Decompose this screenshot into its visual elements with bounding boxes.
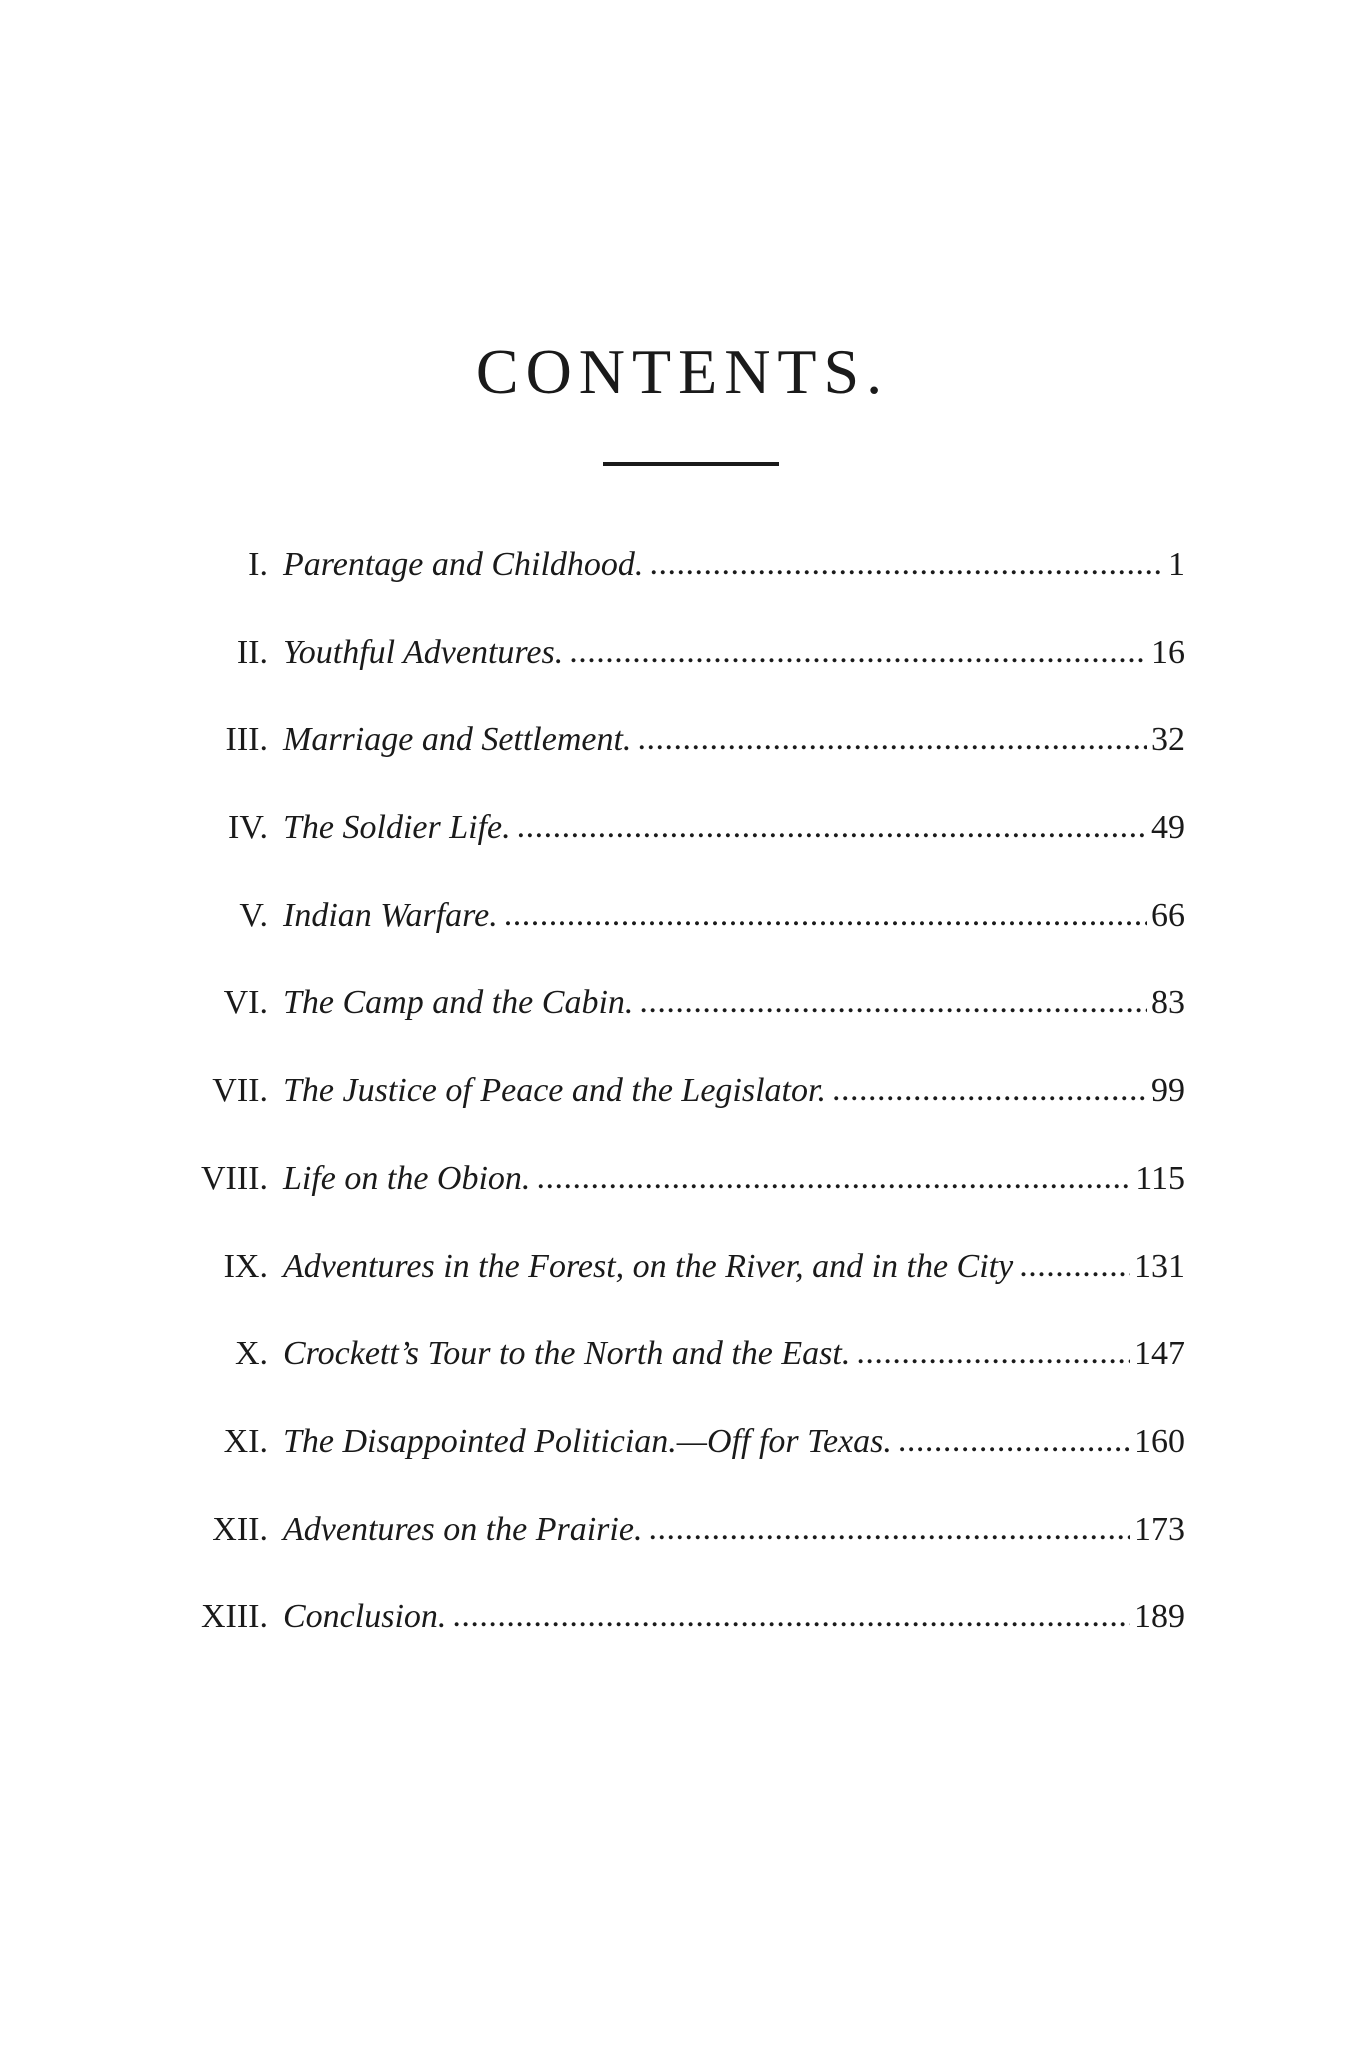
toc-entry[interactable] <box>0 1071 1365 1159</box>
chapter-numeral: X. <box>234 1335 268 1373</box>
chapter-numeral: V. <box>239 896 268 934</box>
dot-leader <box>832 1070 1147 1110</box>
dot-leader <box>637 719 1147 759</box>
chapter-title: The Justice of Peace and the Legislator. <box>283 1072 826 1110</box>
chapter-title: The Camp and the Cabin. <box>283 984 634 1022</box>
chapter-title: The Disappointed Politician.—Off for Texas. <box>283 1422 892 1460</box>
toc-entry[interactable] <box>0 896 1365 984</box>
page-number: 1 <box>1168 546 1185 583</box>
chapter-numeral: XI. <box>223 1422 268 1460</box>
page-title: CONTENTS. <box>475 336 890 407</box>
page-number: 131 <box>1134 1247 1185 1285</box>
toc-line <box>283 720 1185 760</box>
page-number: 173 <box>1134 1510 1185 1548</box>
page-number: 49 <box>1151 809 1185 847</box>
dot-leader <box>648 1509 1130 1549</box>
dot-leader <box>504 895 1147 935</box>
dot-leader <box>517 807 1147 847</box>
page-number: 32 <box>1151 721 1185 759</box>
page-number: 16 <box>1151 633 1185 671</box>
chapter-numeral: VI. <box>223 984 268 1022</box>
table-of-contents <box>0 545 1365 1685</box>
dot-leader <box>856 1333 1130 1373</box>
toc-line <box>283 1510 1185 1550</box>
dot-leader <box>569 632 1147 672</box>
chapter-numeral: VII. <box>212 1072 268 1110</box>
chapter-numeral: III. <box>225 721 268 759</box>
toc-entry[interactable] <box>0 1510 1365 1598</box>
toc-line <box>283 633 1185 673</box>
toc-line <box>283 896 1185 936</box>
toc-line <box>283 1159 1185 1199</box>
toc-entry[interactable] <box>0 1334 1365 1422</box>
toc-line <box>283 983 1185 1023</box>
toc-entry[interactable] <box>0 633 1365 721</box>
toc-entry[interactable] <box>0 1597 1365 1685</box>
chapter-title: Marriage and Settlement. <box>283 721 632 759</box>
chapter-numeral: XIII. <box>200 1598 268 1636</box>
toc-line <box>283 1247 1185 1287</box>
toc-line <box>283 1597 1185 1637</box>
chapter-numeral: I. <box>248 546 268 583</box>
dot-leader <box>1019 1246 1130 1286</box>
chapter-numeral: VIII. <box>200 1159 268 1197</box>
chapter-title: The Soldier Life. <box>283 809 511 847</box>
toc-line <box>283 1071 1185 1111</box>
title-rule <box>603 462 779 466</box>
page-number: 83 <box>1151 984 1185 1022</box>
chapter-numeral: IV. <box>228 809 268 847</box>
page-number: 160 <box>1134 1422 1185 1460</box>
toc-entry[interactable] <box>0 983 1365 1071</box>
dot-leader <box>649 544 1164 584</box>
dot-leader <box>898 1421 1130 1461</box>
chapter-numeral: XII. <box>212 1510 268 1548</box>
chapter-title: Parentage and Childhood. <box>283 546 644 583</box>
chapter-title: Life on the Obion. <box>283 1159 531 1197</box>
chapter-numeral: IX. <box>223 1247 268 1285</box>
dot-leader <box>639 982 1147 1022</box>
page-number: 189 <box>1134 1598 1185 1636</box>
chapter-title: Crockett’s Tour to the North and the East. <box>283 1335 851 1373</box>
toc-entry[interactable] <box>0 1247 1365 1335</box>
dot-leader <box>452 1596 1130 1636</box>
chapter-title: Adventures in the Forest, on the River, and in the City <box>283 1247 1014 1285</box>
toc-entry[interactable] <box>0 720 1365 808</box>
chapter-title: Youthful Adventures. <box>283 633 564 671</box>
toc-line <box>283 1334 1185 1374</box>
toc-entry[interactable] <box>0 545 1365 633</box>
chapter-title: Adventures on the Prairie. <box>283 1510 643 1548</box>
page-number: 115 <box>1135 1159 1185 1197</box>
toc-line <box>283 808 1185 848</box>
page-number: 147 <box>1134 1335 1185 1373</box>
chapter-title: Indian Warfare. <box>283 896 498 934</box>
chapter-numeral: II. <box>236 633 268 671</box>
toc-entry[interactable] <box>0 1159 1365 1247</box>
toc-entry[interactable] <box>0 808 1365 896</box>
dot-leader <box>536 1158 1131 1198</box>
chapter-title: Conclusion. <box>283 1598 447 1636</box>
toc-entry[interactable] <box>0 1422 1365 1510</box>
page-number: 99 <box>1151 1072 1185 1110</box>
page-number: 66 <box>1151 896 1185 934</box>
toc-line <box>283 1422 1185 1462</box>
toc-line <box>283 545 1185 585</box>
